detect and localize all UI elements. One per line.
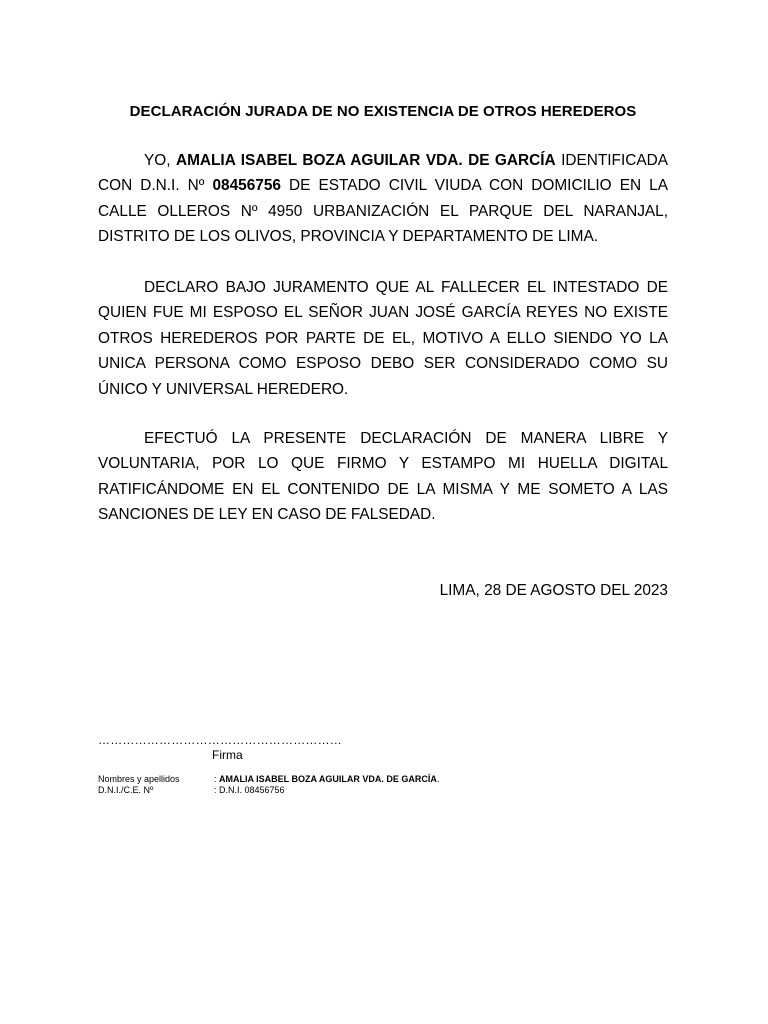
signer-dni-row: [98, 785, 598, 796]
declarant-dni: 08456756: [212, 177, 281, 195]
signature-label: Firma: [212, 748, 243, 762]
signer-names-separator: :: [214, 774, 220, 784]
paragraph-text: IDENTIFICADA CON D.N.I. Nº: [98, 152, 668, 195]
closing-paragraph: EFECTUÓ LA PRESENTE DECLARACIÓN DE MANERA LIBRE Y VOLUNTARIA, POR LO QUE FIRMO Y ESTAMPO MI HUELLA DIGITAL RATIFICÁNDOME EN EL CONTENIDO DE LA MISMA Y ME SOMETO A LAS SANCIONES DE LEY EN CASO DE FALSEDAD.: [98, 430, 668, 524]
signature-line: ……………………………………………………: [98, 733, 342, 747]
signer-names-label: Nombres y apellidos: [98, 774, 180, 784]
signer-dni-label: D.N.I./C.E. Nº: [98, 785, 154, 795]
declarant-name: AMALIA ISABEL BOZA AGUILAR VDA. DE GARCÍA: [175, 152, 556, 169]
paragraph-text: YO,: [144, 152, 176, 169]
signer-names-row: [98, 774, 598, 785]
declarant-paragraph: [98, 148, 668, 250]
signer-names-end: .: [436, 774, 440, 784]
paragraph-text: DE ESTADO CIVIL VIUDA CON DOMICILIO EN LA CALLE OLLEROS Nº 4950 URBANIZACIÓN EL PARQUE DEL NARANJAL, DISTRITO DE LOS OLIVOS, PROVINCIA Y DEPARTAMENTO DE LIMA.: [98, 177, 668, 246]
oath-paragraph: DECLARO BAJO JURAMENTO QUE AL FALLECER EL INTESTADO DE QUIEN FUE MI ESPOSO EL SEÑOR JUAN JOSÉ GARCÍA REYES NO EXISTE OTROS HEREDEROS POR PARTE DE EL, MOTIVO A ELLO SIENDO YO LA UNICA PERSONA COMO ESPOSO DEBO SER CONSIDERADO COMO SU ÚNICO Y UNIVERSAL HEREDERO.: [98, 279, 668, 398]
document-title: DECLARACIÓN JURADA DE NO EXISTENCIA DE OTROS HEREDEROS: [129, 103, 637, 120]
signer-names-value: AMALIA ISABEL BOZA AGUILAR VDA. DE GARCÍA: [219, 774, 437, 784]
signer-dni-value: : D.N.I. 08456756: [214, 785, 285, 795]
place-date: LIMA, 28 DE AGOSTO DEL 2023: [439, 582, 668, 599]
